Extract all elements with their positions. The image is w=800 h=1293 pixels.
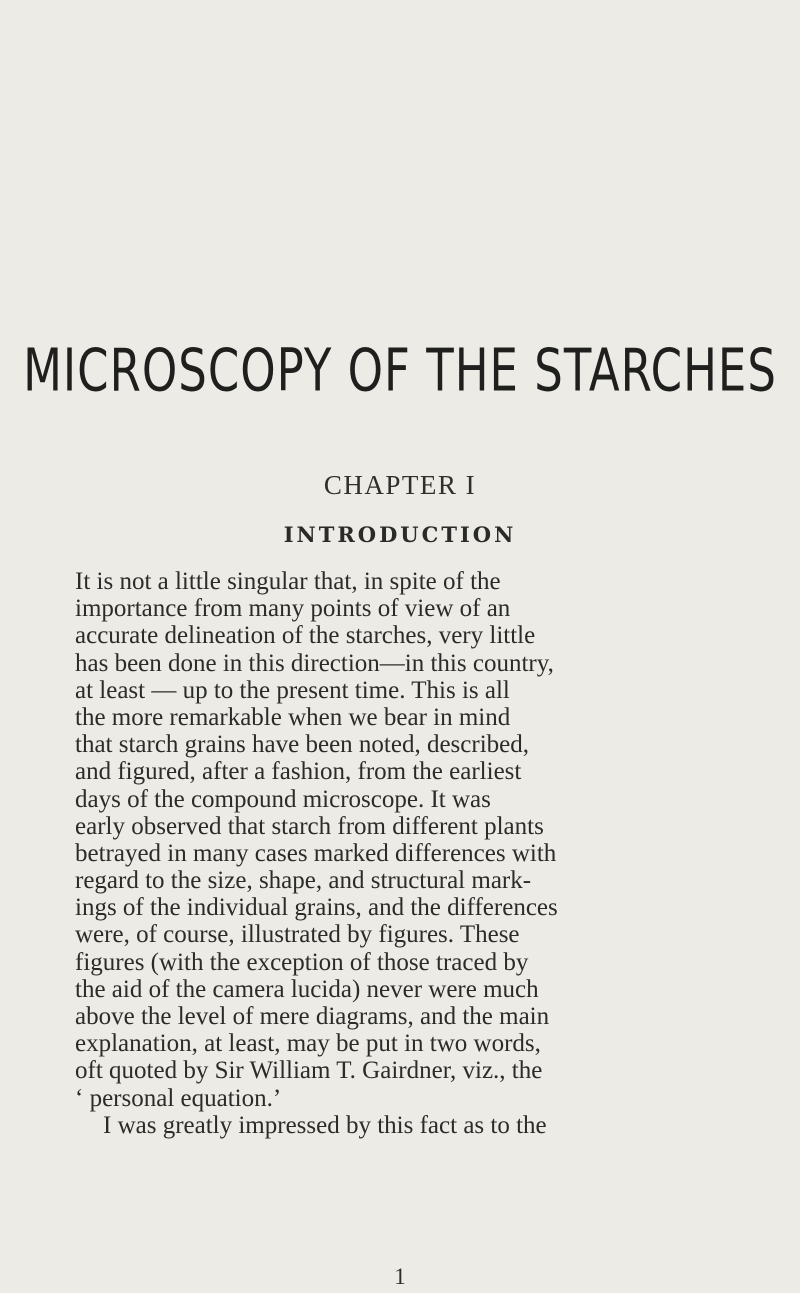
book-title: MICROSCOPY OF THE STARCHES <box>23 336 777 405</box>
text-line: I was greatly impressed by this fact as to the <box>103 1111 547 1139</box>
book-page: MICROSCOPY OF THE STARCHES CHAPTER I INTRODUCTION It is not a little singular that, in spite of the importance from many points of view of an accurate delineation of the starches, very little has been done in this direction—in this country, at least — up to the present time. This is all the more remarkable when we bear in mind that starch grains have been noted, described, and figured, after a fashion, from the earliest days of the compound microscope. It was early observed that starch from different plants betrayed in many cases marked differences with regard to the size, shape, and structural mark- ings of the individual grains, and the differences were, of course, illustrated by figures. These figures (with the exception of those traced by the aid of the camera lucida) never were much above the level of mere diagrams, and the main explanation, at least, may be put in two words, oft quoted by Sir William T. Gairdner, viz., the ‘ personal equation.’ I was greatly impressed by this fact as to the 1 <box>0 0 800 1293</box>
section-title: INTRODUCTION <box>283 522 517 547</box>
page-number: 1 <box>394 1264 406 1289</box>
chapter-heading: CHAPTER I <box>323 470 477 500</box>
